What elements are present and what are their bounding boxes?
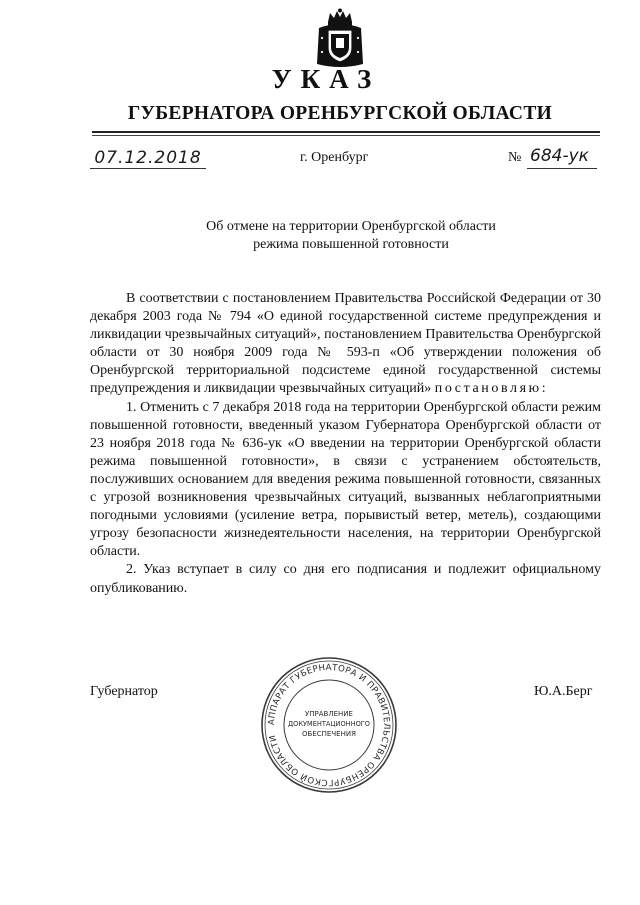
issuer-heading: ГУБЕРНАТОРА ОРЕНБУРГСКОЙ ОБЛАСТИ — [127, 103, 553, 124]
subject-line-2: режима повышенной готовности — [253, 237, 449, 252]
signatory-title: Губернатор — [90, 684, 158, 699]
preamble-paragraph — [90, 290, 601, 399]
date-underline — [90, 168, 206, 169]
number-underline — [527, 168, 597, 169]
decree-number: 684-ук — [530, 146, 589, 166]
seal-center-line-3: ОБЕСПЕЧЕНИЯ — [302, 730, 356, 738]
document-type-heading: УКАЗ — [271, 64, 381, 94]
decree-city: г. Оренбург — [300, 150, 369, 165]
seal-ring-text: АППАРАТ ГУБЕРНАТОРА И ПРАВИТЕЛЬСТВА ОРЕНБУРГСКОЙ ОБЛАСТИ — [266, 662, 392, 788]
header-divider-thin — [92, 135, 600, 136]
decree-date: 07.12.2018 — [94, 148, 202, 168]
decree-body — [90, 290, 601, 598]
seal-center-line-2: ДОКУМЕНТАЦИОННОГО — [288, 720, 370, 728]
item-1-paragraph: 1. Отменить с 7 декабря 2018 года на территории Оренбургской области режим повышенной готовности, введенный указом Губернатора Оренбургской области от 23 ноября 2018 года № 636-ук «О введении на территории Оренбургской области режима повышенной готовности», в связи с устранением обстоятельств, послуживших основанием для введения режима повышенной готовности, связанных с угрозой возникновения чрезвычайных ситуаций, вызванных неблагоприятными погодными условиями (усиление ветра, порывистый ветер, метель), создающими угрозу безопасности жизнедеятельности населения, на территории Оренбургской области. — [90, 399, 601, 560]
number-label: № — [508, 150, 522, 165]
coat-of-arms-icon — [313, 8, 367, 70]
decree-word: постановляю: — [434, 381, 549, 397]
official-seal-stamp — [259, 655, 399, 795]
decree-subject — [0, 218, 640, 254]
header-divider-thick — [92, 131, 600, 133]
item-2-paragraph: 2. Указ вступает в силу со дня его подписания и подлежит официальному опубликованию. — [90, 562, 601, 596]
seal-center-line-1: УПРАВЛЕНИЕ — [305, 710, 353, 718]
subject-line-1: Об отмене на территории Оренбургской области — [206, 219, 496, 234]
signatory-name: Ю.А.Берг — [534, 684, 593, 699]
preamble-text: В соответствии с постановлением Правительства Российской Федерации от 30 декабря 2003 года № 794 «О единой государственной системе предупреждения и ликвидации чрезвычайных ситуаций», постановлением Правительства Оренбургской области от 30 ноября 2009 года № 593-п «Об утверждении положения об Оренбургской территориальной подсистеме единой государственной системы предупреждения и ликвидации чрезвычайных ситуаций» — [90, 291, 601, 397]
